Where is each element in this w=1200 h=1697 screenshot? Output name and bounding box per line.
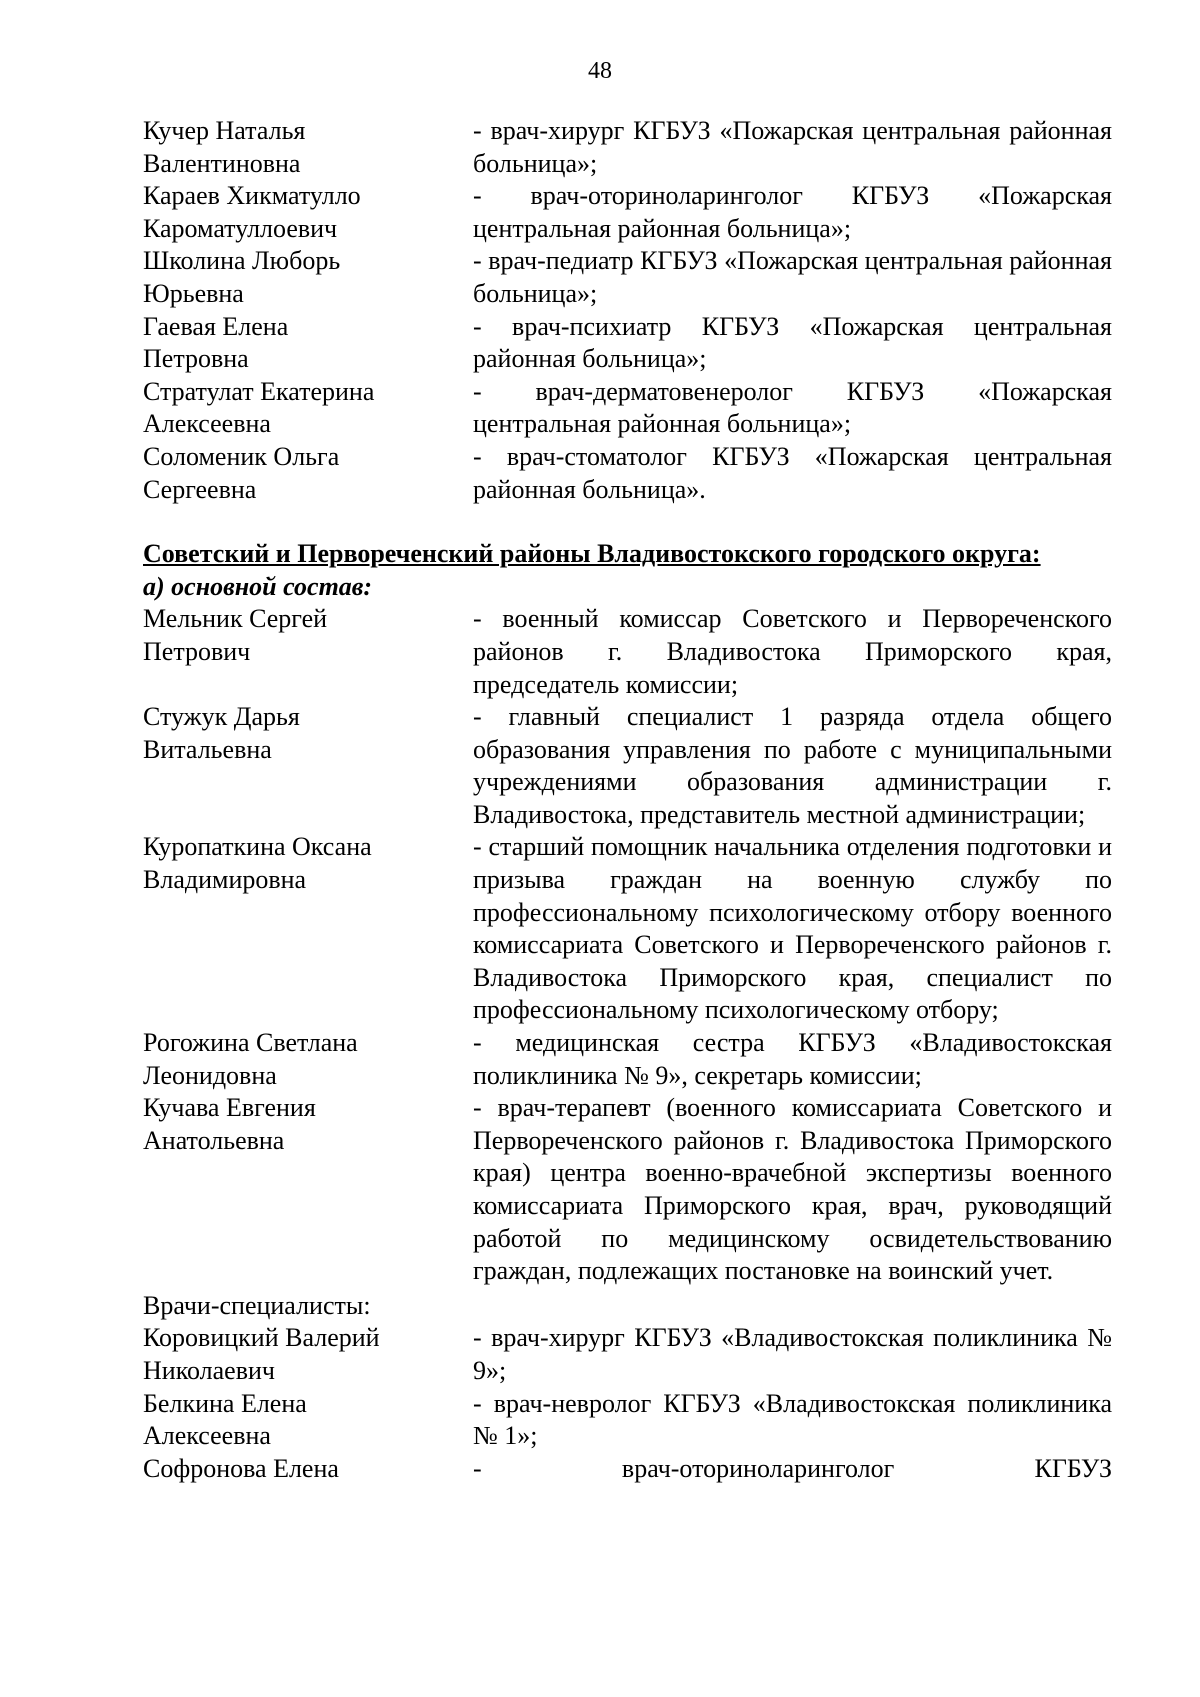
main-composition-list bbox=[143, 603, 1112, 1287]
person-name: Коровицкий Валерий Николаевич bbox=[143, 1323, 380, 1385]
person-role: - врач-терапевт (военного комиссариата Советского и Первореченского районов г. Владивостока Приморского края) центра военно-врачебной экспертизы военного комиссариата Приморского края, врач, руководящий работой по медицинскому освидетельствованию граждан, подлежащих постановке на воинский учет. bbox=[473, 1093, 1112, 1286]
page-number: 48 bbox=[588, 58, 612, 84]
person-name: Белкина Елена Алексеевна bbox=[143, 1388, 307, 1451]
list-item bbox=[143, 1388, 1112, 1453]
specialists-label: Врачи-специалисты: bbox=[143, 1290, 371, 1320]
subsection-title: а) основной состав: bbox=[143, 571, 373, 601]
person-name: Стратулат Екатерина Алексеевна bbox=[143, 376, 375, 439]
person-name: Мельник Сергей Петрович bbox=[143, 604, 328, 666]
list-item bbox=[143, 245, 1112, 310]
person-name: Кучава Евгения Анатольевна bbox=[143, 1093, 316, 1155]
list-item bbox=[143, 115, 1112, 180]
person-role: - старший помощник начальника отделения подготовки и призыва граждан на военную службу по профессиональному психологическому отбору военного комиссариата Советского и Первореченского районов г. Владивостока Приморского края, специалист по профессиональному психологическому отбору; bbox=[473, 832, 1112, 1025]
person-role: - врач-педиатр КГБУЗ «Пожарская центральная районная больница»; bbox=[473, 246, 1112, 308]
list-item bbox=[143, 701, 1112, 831]
person-name: Куропаткина Оксана Владимировна bbox=[143, 832, 372, 895]
person-name: Караев Хикматулло Кароматуллоевич bbox=[143, 181, 361, 243]
pozharsky-list bbox=[143, 115, 1112, 506]
person-role: - врач-оториноларинголог КГБУЗ «Пожарская центральная районная больница»; bbox=[473, 181, 1112, 243]
list-item bbox=[143, 441, 1112, 506]
list-item bbox=[143, 180, 1112, 245]
person-role: - врач-хирург КГБУЗ «Пожарская центральная районная больница»; bbox=[473, 116, 1112, 178]
person-role: - врач-хирург КГБУЗ «Владивостокская поликлиника № 9»; bbox=[473, 1323, 1112, 1385]
person-role: - медицинская сестра КГБУЗ «Владивостокская поликлиника № 9», секретарь комиссии; bbox=[473, 1028, 1112, 1090]
person-name: Кучер Наталья Валентиновна bbox=[143, 116, 306, 178]
person-name: Рогожина Светлана Леонидовна bbox=[143, 1028, 358, 1090]
person-role: - врач-оториноларинголог КГБУЗ bbox=[473, 1453, 1112, 1483]
person-role: - врач-психиатр КГБУЗ «Пожарская центральная районная больница»; bbox=[473, 311, 1112, 374]
list-item bbox=[143, 311, 1112, 376]
person-name: Соломеник Ольга Сергеевна bbox=[143, 441, 340, 504]
person-role: - врач-дерматовенеролог КГБУЗ «Пожарская центральная районная больница»; bbox=[473, 376, 1112, 439]
person-name: Школина Люборь Юрьевна bbox=[143, 246, 341, 308]
list-item bbox=[143, 831, 1112, 1027]
list-item bbox=[143, 1453, 1112, 1486]
person-name: Гаевая Елена Петровна bbox=[143, 311, 289, 374]
person-role: - врач-стоматолог КГБУЗ «Пожарская центральная районная больница». bbox=[473, 441, 1112, 504]
person-role: - главный специалист 1 разряда отдела общего образования управления по работе с муниципальными учреждениями образования администрации г. Владивостока, представитель местной администрации; bbox=[473, 702, 1112, 829]
list-item bbox=[143, 376, 1112, 441]
page-content bbox=[143, 115, 1112, 1485]
person-name: Софронова Елена bbox=[143, 1453, 339, 1483]
list-item bbox=[143, 1092, 1112, 1288]
list-item bbox=[143, 1322, 1112, 1387]
list-item bbox=[143, 603, 1112, 701]
section-title: Советский и Первореченский районы Владивостокского городского округа: bbox=[143, 539, 1041, 569]
person-role: - врач-невролог КГБУЗ «Владивостокская поликлиника № 1»; bbox=[473, 1388, 1112, 1451]
person-name: Стужук Дарья Витальевна bbox=[143, 702, 300, 764]
person-role: - военный комиссар Советского и Первореченского районов г. Владивостока Приморского края, председатель комиссии; bbox=[473, 604, 1112, 699]
specialists-list bbox=[143, 1322, 1112, 1485]
list-item bbox=[143, 1027, 1112, 1092]
